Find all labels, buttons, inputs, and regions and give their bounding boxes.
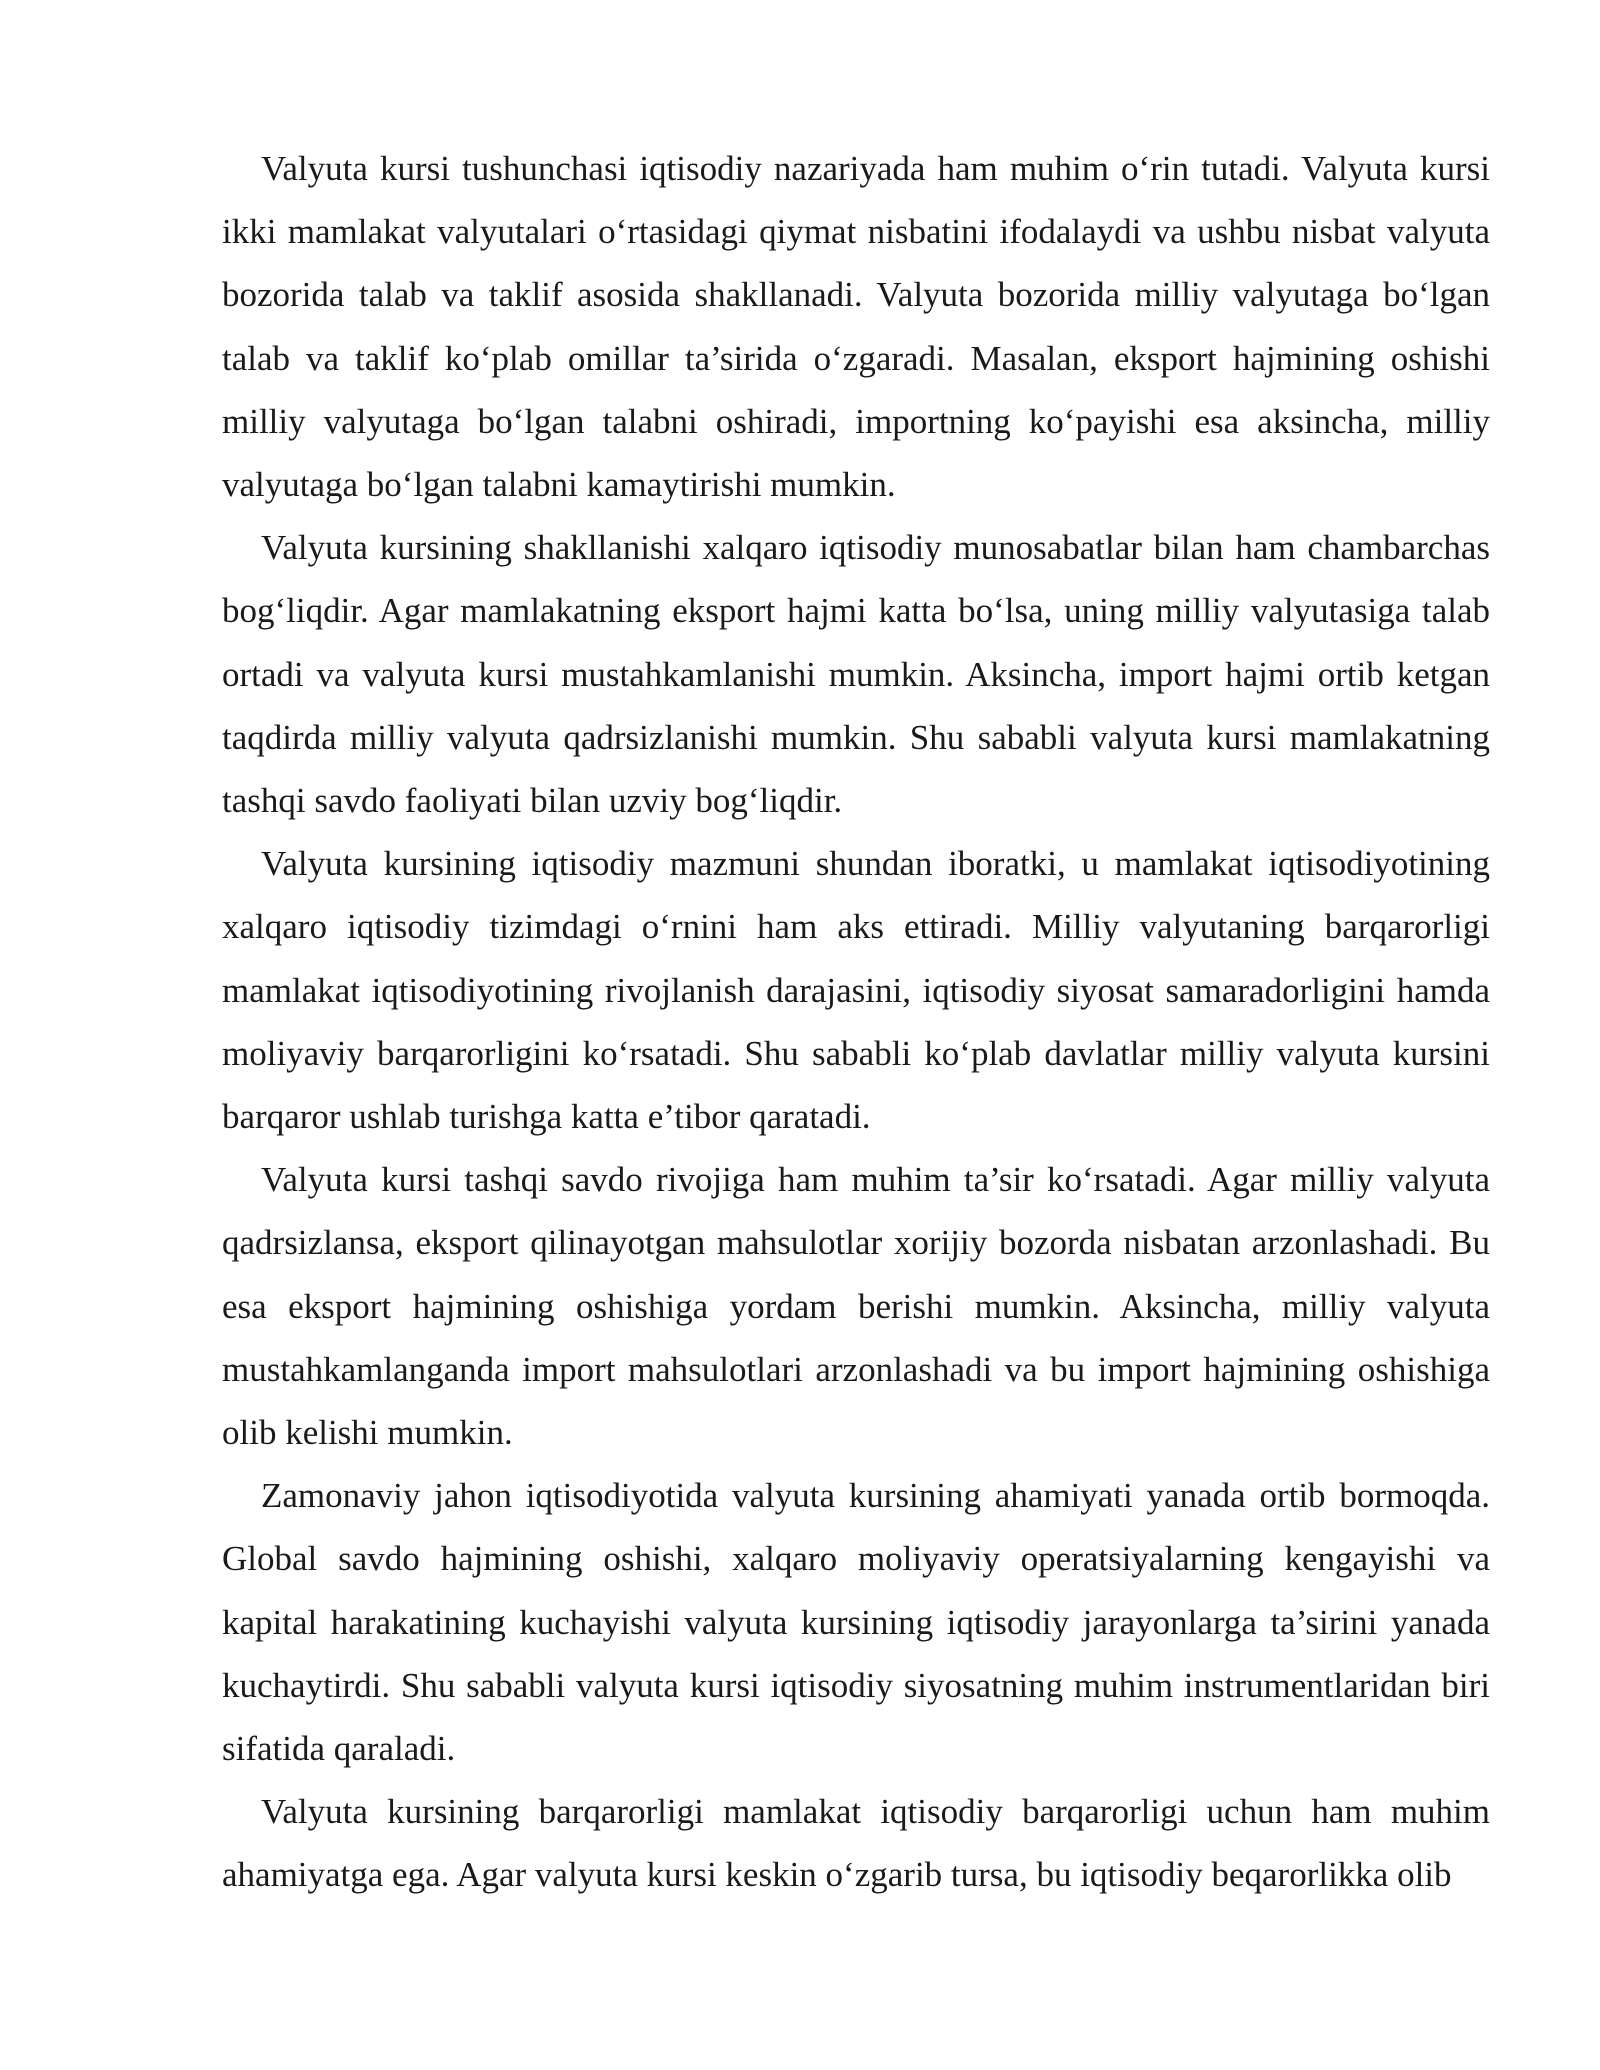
body-paragraph-5: Zamonaviy jahon iqtisodiyotida valyuta kursining ahamiyati yanada ortib bormoqda. Global savdo hajmining oshishi, xalqaro moliyaviy operatsiyalarning kengayishi va kapital harakatining kuchayishi valyuta kursining iqtisodiy jarayonlarga ta’sirini yanada kuchaytirdi. Shu sababli valyuta kursi iqtisodiy siyosatning muhim instrumentlaridan biri sifatida qaraladi. bbox=[222, 1476, 1490, 1769]
body-paragraph-1: Valyuta kursi tushunchasi iqtisodiy nazariyada ham muhim o‘rin tutadi. Valyuta kursi ikki mamlakat valyutalari o‘rtasidagi qiymat nisbatini ifodalaydi va ushbu nisbat valyuta bozorida talab va taklif asosida shakllanadi. Valyuta bozorida milliy valyutaga bo‘lgan talab va taklif ko‘plab omillar ta’sirida o‘zgaradi. Masalan, eksport hajmining oshishi milliy valyutaga bo‘lgan talabni oshiradi, importning ko‘payishi esa aksincha, milliy valyutaga bo‘lgan talabni kamaytirishi mumkin. bbox=[222, 149, 1490, 505]
body-paragraph-2: Valyuta kursining shakllanishi xalqaro iqtisodiy munosabatlar bilan ham chambarchas bog‘liqdir. Agar mamlakatning eksport hajmi katta bo‘lsa, uning milliy valyutasiga talab ortadi va valyuta kursi mustahkamlanishi mumkin. Aksincha, import hajmi ortib ketgan taqdirda milliy valyuta qadrsizlanishi mumkin. Shu sababli valyuta kursi mamlakatning tashqi savdo faoliyati bilan uzviy bog‘liqdir. bbox=[222, 528, 1490, 821]
body-paragraph-4: Valyuta kursi tashqi savdo rivojiga ham muhim ta’sir ko‘rsatadi. Agar milliy valyuta qadrsizlansa, eksport qilinayotgan mahsulotlar xorijiy bozorda nisbatan arzonlashadi. Bu esa eksport hajmining oshishiga yordam berishi mumkin. Aksincha, milliy valyuta mustahkamlanganda import mahsulotlari arzonlashadi va bu import hajmining oshishiga olib kelishi mumkin. bbox=[222, 1160, 1490, 1453]
body-paragraph-6: Valyuta kursining barqarorligi mamlakat iqtisodiy barqarorligi uchun ham muhim ahamiyatga ega. Agar valyuta kursi keskin o‘zgarib tursa, bu iqtisodiy beqarorlikka olib bbox=[222, 1792, 1490, 1895]
body-paragraph-3: Valyuta kursining iqtisodiy mazmuni shundan iboratki, u mamlakat iqtisodiyotining xalqaro iqtisodiy tizimdagi o‘rnini ham aks ettiradi. Milliy valyutaning barqarorligi mamlakat iqtisodiyotining rivojlanish darajasini, iqtisodiy siyosat samaradorligini hamda moliyaviy barqarorligini ko‘rsatadi. Shu sababli ko‘plab davlatlar milliy valyuta kursini barqaror ushlab turishga katta e’tibor qaratadi. bbox=[222, 844, 1490, 1137]
document-page bbox=[222, 137, 1490, 1907]
